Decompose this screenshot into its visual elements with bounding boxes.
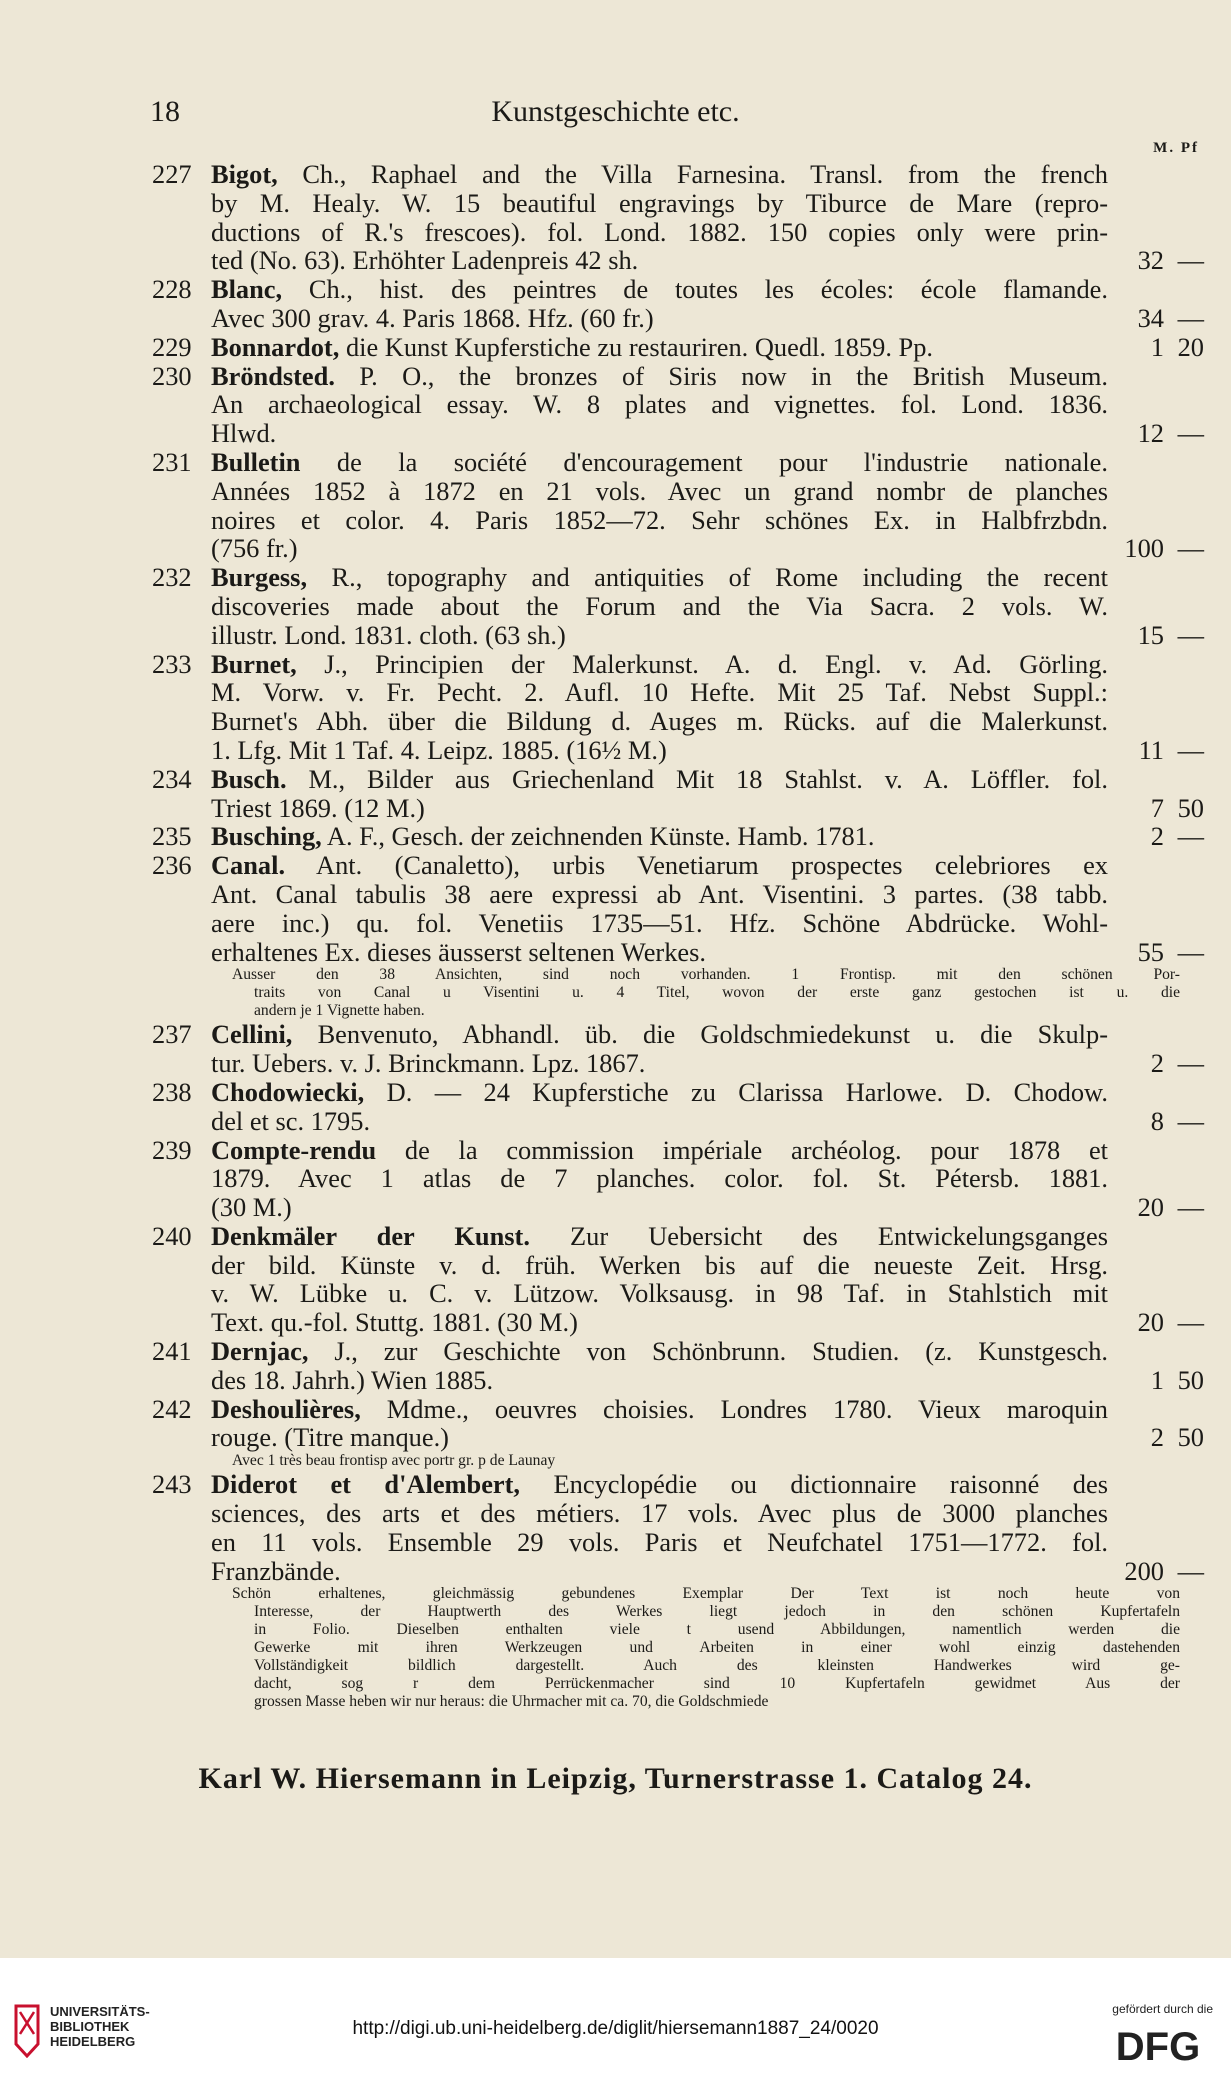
catalog-entries <box>152 160 1204 1711</box>
price-pfennig: — <box>1177 619 1204 650</box>
entry-text: Ch., Raphael and the Villa Farnesina. Transl. from the french <box>302 159 1108 189</box>
institution-line: UNIVERSITÄTS- <box>50 2004 150 2019</box>
entry-text: die Kunst Kupferstiche zu restauriren. Quedl. 1859. Pp. <box>345 331 933 362</box>
price-pfennig: 20 <box>1177 331 1204 362</box>
price-column-header: M. Pf <box>1153 140 1199 156</box>
entry-text: de la société d'encouragement pour l'industrie nationale. <box>336 446 1108 477</box>
price-pfennig: — <box>1177 302 1204 333</box>
entry-line: Ant. Canal tabulis 38 aere expressi ab Ant. Visentini. 3 partes. (38 tabb. <box>211 878 1108 909</box>
price-marks: 32 <box>1137 245 1164 276</box>
entry-author: Compte-rendu <box>211 1134 377 1165</box>
price-pfennig: 50 <box>1177 792 1204 823</box>
entry-price <box>1108 1423 1204 1452</box>
price-marks: 7 <box>1150 792 1164 823</box>
entry-line: M. Vorw. v. Fr. Pecht. 2. Aufl. 10 Hefte. Mit 25 Taf. Nebst Suppl.: <box>211 677 1108 708</box>
catalog-footer: Karl W. Hiersemann in Leipzig, Turnerstrasse 1. Catalog 24. <box>198 1762 1033 1795</box>
entry-author: Diderot et d'Alembert, <box>211 1469 521 1500</box>
entry-first-line <box>152 851 1204 880</box>
catalog-entry <box>152 765 1204 823</box>
price-marks: 12 <box>1137 418 1164 449</box>
entry-author: Cellini, <box>211 1019 293 1050</box>
entry-first-line <box>152 1020 1204 1049</box>
price-marks: 1 <box>1150 1364 1164 1395</box>
catalog-entry <box>152 851 1204 1020</box>
entry-line: des 18. Jahrh.) Wien 1885. <box>211 1364 494 1395</box>
entry-text: Benvenuto, Abhandl. üb. die Goldschmiedekunst u. die Skulp- <box>317 1019 1108 1050</box>
note-line: Gewerke mit ihren Werkzeugen und Arbeiten in einer wohl einzig dastehenden <box>254 1639 1180 1657</box>
price-marks: 2 <box>1150 1422 1164 1453</box>
entry-number: 228 <box>152 274 192 305</box>
entry-first-line <box>152 275 1204 304</box>
price-marks: 2 <box>1150 821 1164 852</box>
entry-line: en 11 vols. Ensemble 29 vols. Paris et Neufchatel 1751—1772. fol. <box>211 1526 1108 1557</box>
catalog-entry <box>152 1136 1204 1222</box>
entry-line: 1879. Avec 1 atlas de 7 planches. color. fol. St. Pétersb. 1881. <box>211 1163 1108 1194</box>
price-pfennig: — <box>1177 245 1204 276</box>
entry-first-line <box>152 765 1204 794</box>
entry-price <box>1108 1107 1204 1136</box>
entry-line: erhaltenes Ex. dieses äusserst seltenen Werkes. <box>211 936 706 967</box>
entry-author: Deshoulières, <box>211 1393 361 1424</box>
entry-line: sciences, des arts et des métiers. 17 vols. Avec plus de 3000 planches <box>211 1498 1108 1529</box>
dfg-logo-text: DFG <box>1115 2025 1201 2066</box>
entry-text: P. O., the bronzes of Siris now in the British Museum. <box>359 360 1108 391</box>
entry-number: 239 <box>152 1134 192 1165</box>
entry-author: Bonnardot, <box>211 331 340 362</box>
entry-author: Blanc, <box>211 274 283 305</box>
entry-line: tur. Uebers. v. J. Brinckmann. Lpz. 1867. <box>211 1048 646 1079</box>
entry-author: Bröndsted. <box>211 360 335 391</box>
note-line: grossen Masse heben wir nur heraus: die Uhrmacher mit ca. 70, die Goldschmiede <box>254 1693 769 1711</box>
entry-line: 1. Lfg. Mit 1 Taf. 4. Leipz. 1885. (16½ M.) <box>211 734 667 765</box>
entry-price <box>1108 822 1204 851</box>
entry-line: rouge. (Titre manque.) <box>211 1422 449 1453</box>
entry-number: 229 <box>152 331 192 362</box>
catalog-entry <box>152 1470 1204 1711</box>
entry-line: Franzbände. <box>211 1555 341 1586</box>
entry-line: der bild. Künste v. d. früh. Werken bis auf die neueste Zeit. Hrsg. <box>211 1249 1108 1280</box>
entry-first-line <box>152 1222 1204 1251</box>
entry-note <box>152 1585 1204 1711</box>
entry-text: A. F., Gesch. der zeichnenden Künste. Hamb. 1781. <box>326 821 875 852</box>
entry-line: Années 1852 à 1872 en 21 vols. Avec un grand nombr de planches <box>211 475 1108 506</box>
catalog-entry <box>152 448 1204 563</box>
entry-line: ted (No. 63). Erhöhter Ladenpreis 42 sh. <box>211 245 639 276</box>
note-line: dacht, sog r dem Perrückenmacher sind 10 Kupfertafeln gewidmet Aus der <box>254 1675 1180 1693</box>
entry-line: Avec 300 grav. 4. Paris 1868. Hfz. (60 fr.) <box>211 302 654 333</box>
catalog-entry <box>152 1078 1204 1136</box>
note-line: Avec 1 très beau frontisp avec portr gr. p de Launay <box>232 1452 556 1470</box>
entry-price <box>1108 419 1204 448</box>
entry-author: Bigot, <box>211 159 278 189</box>
price-pfennig: — <box>1177 936 1204 967</box>
entry-author: Burgess, <box>211 562 308 593</box>
entry-line: An archaeological essay. W. 8 plates and vignettes. fol. Lond. 1836. <box>211 389 1108 420</box>
catalog-entry <box>152 333 1204 362</box>
entry-number: 227 <box>152 159 192 189</box>
entry-price <box>1108 1557 1204 1586</box>
entry-line: discoveries made about the Forum and the Via Sacra. 2 vols. W. <box>211 590 1108 621</box>
note-line: Ausser den 38 Ansichten, sind noch vorhanden. 1 Frontisp. mit den schönen Por- <box>232 966 1180 984</box>
entry-text: Ch., hist. des peintres de toutes les écoles: école flamande. <box>308 274 1108 305</box>
price-pfennig: — <box>1177 533 1204 564</box>
catalog-entry <box>152 1395 1204 1471</box>
source-url-link[interactable]: http://digi.ub.uni-heidelberg.de/diglit/hiersemann1887_24/0020 <box>352 2018 879 2039</box>
entry-price <box>1108 1366 1204 1395</box>
entry-first-line <box>152 1136 1204 1165</box>
price-marks: 1 <box>1150 331 1164 362</box>
entry-text: de la commission impériale archéolog. pour 1878 et <box>404 1134 1108 1165</box>
entry-author: Busching, <box>211 821 322 852</box>
institution-line: HEIDELBERG <box>50 2034 136 2049</box>
entry-first-line <box>152 822 1204 851</box>
entry-text: M., Bilder aus Griechenland Mit 18 Stahlst. v. A. Löffler. fol. <box>308 763 1108 794</box>
entry-number: 234 <box>152 763 192 794</box>
catalog-entry <box>152 650 1204 765</box>
entry-number: 241 <box>152 1336 192 1367</box>
catalog-entry <box>152 1020 1204 1078</box>
entry-line: ductions of R.'s frescoes). fol. Lond. 1882. 150 copies only were prin- <box>211 216 1108 247</box>
price-marks: 34 <box>1137 302 1164 333</box>
price-marks: 200 <box>1124 1555 1164 1586</box>
entry-line: Burnet's Abh. über die Bildung d. Auges m. Rücks. auf die Malerkunst. <box>211 706 1108 737</box>
funding-text: gefördert durch die <box>1112 2002 1213 2016</box>
entry-number: 242 <box>152 1393 192 1424</box>
entry-text: Ant. (Canaletto), urbis Venetiarum prospectes celebriores ex <box>316 850 1108 881</box>
entry-price <box>1108 736 1204 765</box>
price-marks: 2 <box>1150 1048 1164 1079</box>
entry-price <box>1108 1308 1204 1337</box>
price-marks: 100 <box>1124 533 1164 564</box>
price-marks: 55 <box>1137 936 1164 967</box>
price-marks: 15 <box>1137 619 1164 650</box>
catalog-entry <box>152 362 1204 448</box>
entry-author: Dernjac, <box>211 1336 309 1367</box>
catalog-entry <box>152 822 1204 851</box>
price-pfennig: — <box>1177 1555 1204 1586</box>
entry-text: R., topography and antiquities of Rome including the recent <box>331 562 1108 593</box>
entry-line: (30 M.) <box>211 1192 292 1223</box>
entry-line: illustr. Lond. 1831. cloth. (63 sh.) <box>211 619 566 650</box>
price-pfennig: — <box>1177 1048 1204 1079</box>
price-pfennig: 50 <box>1177 1422 1204 1453</box>
entry-line: Text. qu.-fol. Stuttg. 1881. (30 M.) <box>211 1307 578 1338</box>
entry-price <box>1108 938 1204 967</box>
entry-first-line <box>152 333 1204 362</box>
page-title: Kunstgeschichte etc. <box>491 95 740 128</box>
entry-first-line <box>152 1395 1204 1424</box>
price-pfennig: — <box>1177 734 1204 765</box>
catalog-entry <box>152 160 1204 275</box>
entry-line: Hlwd. <box>211 418 277 449</box>
entry-number: 243 <box>152 1469 192 1500</box>
entry-author: Burnet, <box>211 648 297 679</box>
price-marks: 8 <box>1150 1105 1164 1136</box>
price-marks: 11 <box>1138 734 1164 765</box>
entry-number: 235 <box>152 821 192 852</box>
note-line: Vollständigkeit bildlich dargestellt. Auch des kleinsten Handwerkes wird ge- <box>254 1657 1180 1675</box>
price-pfennig: — <box>1177 1105 1204 1136</box>
dfg-logo-icon <box>1103 2022 1213 2066</box>
entry-price <box>1108 304 1204 333</box>
entry-text: Zur Uebersicht des Entwickelungsganges <box>570 1220 1108 1251</box>
institution-line: BIBLIOTHEK <box>50 2019 130 2034</box>
entry-text: Encyclopédie ou dictionnaire raisonné des <box>553 1469 1108 1500</box>
entry-first-line <box>152 160 1204 189</box>
price-marks: 20 <box>1137 1307 1164 1338</box>
entry-price <box>1108 621 1204 650</box>
entry-price <box>1108 333 1204 362</box>
catalog-entry <box>152 563 1204 649</box>
entry-price <box>1108 1049 1204 1078</box>
entry-first-line <box>152 1337 1204 1366</box>
catalog-entry <box>152 1222 1204 1337</box>
entry-text: J., Principien der Malerkunst. A. d. Engl. v. Ad. Görling. <box>324 648 1108 679</box>
entry-line: del et sc. 1795. <box>211 1105 371 1136</box>
entry-first-line <box>152 650 1204 679</box>
entry-price <box>1108 534 1204 563</box>
entry-number: 238 <box>152 1076 192 1107</box>
note-line: Interesse, der Hauptwerth des Werkes liegt jedoch in den schönen Kupfertafeln <box>254 1603 1180 1621</box>
page-number: 18 <box>150 95 180 128</box>
note-line: andern je 1 Vignette haben. <box>254 1002 425 1020</box>
entry-number: 230 <box>152 360 192 391</box>
entry-first-line <box>152 1078 1204 1107</box>
price-pfennig: — <box>1177 1307 1204 1338</box>
price-pfennig: — <box>1177 1192 1204 1223</box>
entry-number: 233 <box>152 648 192 679</box>
entry-number: 236 <box>152 850 192 881</box>
entry-text: D. — 24 Kupferstiche zu Clarissa Harlowe. D. Chodow. <box>386 1076 1108 1107</box>
entry-price <box>1108 794 1204 823</box>
entry-note <box>152 1452 1204 1470</box>
price-pfennig: — <box>1177 821 1204 852</box>
price-pfennig: 50 <box>1177 1364 1204 1395</box>
entry-number: 231 <box>152 446 192 477</box>
entry-line: noires et color. 4. Paris 1852—72. Sehr schönes Ex. in Halbfrzbdn. <box>211 504 1108 535</box>
entry-author: Chodowiecki, <box>211 1076 365 1107</box>
price-marks: 20 <box>1137 1192 1164 1223</box>
entry-first-line <box>152 563 1204 592</box>
entry-author: Busch. <box>211 763 287 794</box>
entry-first-line <box>152 362 1204 391</box>
entry-line: aere inc.) qu. fol. Venetiis 1735—51. Hfz. Schöne Abdrücke. Wohl- <box>211 907 1108 938</box>
bottom-bar <box>0 1958 1231 2075</box>
entry-author: Denkmäler der Kunst. <box>211 1220 530 1251</box>
entry-line: by M. Healy. W. 15 beautiful engravings by Tiburce de Mare (repro- <box>211 187 1108 218</box>
entry-author: Bulletin <box>211 446 301 477</box>
entry-author: Canal. <box>211 850 286 881</box>
entry-line: v. W. Lübke u. C. v. Lützow. Volksausg. in 98 Taf. in Stahlstich mit <box>211 1278 1108 1309</box>
entry-note <box>152 966 1204 1020</box>
entry-number: 232 <box>152 562 192 593</box>
entry-text: Mdme., oeuvres choisies. Londres 1780. Vieux maroquin <box>386 1393 1108 1424</box>
entry-price <box>1108 1193 1204 1222</box>
entry-line: (756 fr.) <box>211 533 298 564</box>
entry-text: J., zur Geschichte von Schönbrunn. Studien. (z. Kunstgesch. <box>334 1336 1108 1367</box>
catalog-entry <box>152 275 1204 333</box>
note-line: traits von Canal u Visentini u. 4 Titel, wovon der erste ganz gestochen ist u. die <box>254 984 1180 1002</box>
entry-number: 237 <box>152 1019 192 1050</box>
entry-first-line <box>152 448 1204 477</box>
price-pfennig: — <box>1177 418 1204 449</box>
entry-line: Triest 1869. (12 M.) <box>211 792 425 823</box>
entry-number: 240 <box>152 1220 192 1251</box>
note-line: Schön erhaltenes, gleichmässig gebundenes Exemplar Der Text ist noch heute von <box>232 1585 1180 1603</box>
catalog-entry <box>152 1337 1204 1395</box>
entry-price <box>1108 246 1204 275</box>
note-line: in Folio. Dieselben enthalten viele t usend Abbildungen, namentlich werden die <box>254 1621 1180 1639</box>
entry-first-line <box>152 1470 1204 1499</box>
